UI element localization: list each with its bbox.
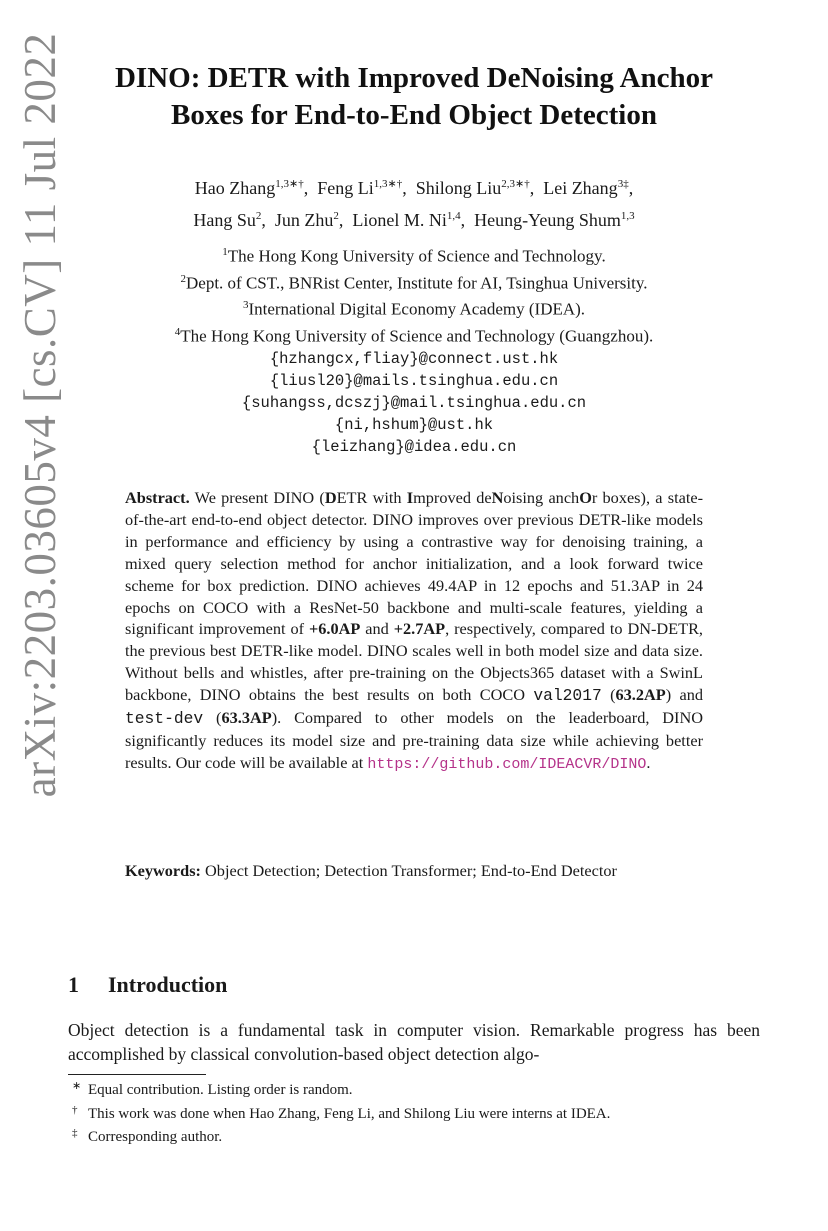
footnote-mark: † bbox=[72, 1103, 78, 1116]
abstract-bold-letter: I bbox=[406, 488, 414, 507]
email-3: {suhangss,dcszj}@mail.tsinghua.edu.cn bbox=[241, 393, 587, 412]
author-name: Lei Zhang bbox=[543, 178, 618, 198]
author-name: Shilong Liu bbox=[415, 178, 502, 198]
affiliations bbox=[70, 241, 758, 458]
footnote-3 bbox=[68, 1127, 760, 1148]
section-title: Introduction bbox=[108, 972, 228, 997]
abstract-bold-number: 63.2AP bbox=[615, 685, 666, 705]
author-affil-mark: 2 bbox=[255, 210, 262, 222]
footnote-text: Corresponding author. bbox=[88, 1129, 223, 1145]
arxiv-sidebar bbox=[8, 32, 72, 798]
abstract-text: ) and bbox=[665, 685, 703, 705]
author-name: Jun Zhu bbox=[274, 210, 334, 230]
affiliation-2 bbox=[70, 268, 758, 295]
abstract-bold-letter: N bbox=[491, 488, 504, 507]
author-affil-mark: 1,3 bbox=[620, 210, 635, 222]
affiliation-mark: 1 bbox=[222, 246, 228, 258]
affiliation-text: Dept. of CST., BNRist Center, Institute for AI, Tsinghua University. bbox=[186, 273, 648, 293]
abstract-bold-letter: O bbox=[579, 488, 592, 507]
abstract-text: We present DINO ( bbox=[194, 488, 325, 507]
affiliation-text: The Hong Kong University of Science and Technology (Guangzhou). bbox=[180, 326, 654, 346]
author-list bbox=[70, 170, 758, 234]
footnote-2 bbox=[68, 1104, 760, 1125]
footnote-text: Equal contribution. Listing order is random. bbox=[88, 1082, 353, 1098]
abstract-text: mproved de bbox=[413, 488, 492, 507]
affiliation-mark: 4 bbox=[174, 325, 181, 338]
author-affil-mark: 2 bbox=[333, 210, 339, 222]
code-link[interactable]: https://github.com/IDEACVR/DINO bbox=[367, 755, 647, 773]
intro-paragraph: Object detection is a fundamental task in computer vision. Remarkable progress has been accomplished by classical convolution-based object detection algo- bbox=[68, 1020, 760, 1064]
affiliation-text: The Hong Kong University of Science and Technology. bbox=[227, 246, 606, 266]
abstract-bold-number: 63.3AP bbox=[221, 708, 272, 728]
author-affil-mark: 1,3∗† bbox=[373, 178, 403, 190]
section-heading bbox=[68, 972, 227, 998]
author-affil-mark: 1,4 bbox=[446, 210, 461, 222]
affiliation-mark: 2 bbox=[180, 272, 186, 285]
email-2: {liusl20}@mails.tsinghua.edu.cn bbox=[269, 371, 559, 390]
abstract-text: . bbox=[646, 752, 651, 772]
author-name: Hang Su bbox=[193, 210, 256, 230]
author-line-2: Hang Su$^2$, Jun Zhu$^2$, Lionel M. Ni$^{1,4}$, Heung-Yeung Shum$^{1,3}$ bbox=[193, 210, 635, 230]
abstract-bold-letter: D bbox=[324, 488, 337, 507]
email-5: {leizhang}@idea.edu.cn bbox=[311, 437, 517, 456]
footnote-1 bbox=[68, 1080, 760, 1101]
email-1: {hzhangcx,fliay}@connect.ust.hk bbox=[269, 349, 559, 368]
abstract-text: , respectively, compared to DN-DETR, the previous best DETR-like model. DINO scales well in both model size and data size. Without bells and whistles, after pre-training on the Objects365 dataset with a SwinL backbone, DINO obtains the best results on both COCO bbox=[125, 619, 703, 705]
author-name: Lionel M. Ni bbox=[352, 210, 447, 230]
section-number: 1 bbox=[68, 972, 79, 997]
affiliation-4 bbox=[70, 321, 758, 348]
author-affil-mark: 2,3∗† bbox=[501, 178, 530, 190]
abstract-label: Abstract. bbox=[125, 488, 190, 507]
affiliation-mark: 3 bbox=[242, 299, 249, 312]
author-name: Hao Zhang bbox=[194, 178, 276, 198]
email-4: {ni,hshum}@ust.hk bbox=[334, 415, 494, 434]
abstract-code: test-dev bbox=[125, 709, 204, 729]
title-line-2: Boxes for End-to-End Object Detection bbox=[171, 99, 657, 131]
paper-title bbox=[60, 60, 768, 134]
author-name: Heung-Yeung Shum bbox=[474, 210, 621, 230]
abstract-text: oising anch bbox=[503, 488, 580, 507]
author-affil-mark: 3‡ bbox=[617, 178, 629, 190]
author-name: Feng Li bbox=[317, 178, 374, 198]
abstract-text: ( bbox=[601, 685, 616, 705]
abstract-code: val2017 bbox=[533, 686, 602, 706]
footnote-mark: ∗ bbox=[72, 1080, 82, 1092]
abstract-bold-number: +6.0AP bbox=[308, 619, 361, 639]
abstract bbox=[125, 487, 703, 776]
author-line-1: Hao Zhang$^{1,3∗\dagger}$, Feng $Li^{1,3∗\dagger}$, Shilong Liu$^{2,3∗\dagger}$, Lei Zhang$^{3\ddagger}$, bbox=[194, 178, 634, 198]
title-line-1: DINO: DETR with Improved DeNoising Anchor bbox=[114, 62, 714, 94]
abstract-text: ( bbox=[203, 708, 222, 728]
affiliation-1 bbox=[70, 241, 758, 268]
abstract-text: and bbox=[360, 619, 394, 639]
affiliation-3 bbox=[70, 294, 758, 321]
footnote-mark: ‡ bbox=[72, 1127, 78, 1139]
abstract-bold-number: +2.7AP bbox=[393, 619, 446, 639]
keywords-label: Keywords: bbox=[125, 861, 201, 880]
arxiv-identifier: arXiv:2203.03605v4 [cs.CV] 11 Jul 2022 bbox=[15, 32, 65, 798]
keywords bbox=[125, 860, 703, 882]
footnote-rule bbox=[68, 1074, 206, 1075]
abstract-text: ). Compared to other models on the leaderboard, DINO significantly reduces its model size and pre-training data size while achieving better results. Our code will be available at bbox=[125, 708, 703, 772]
abstract-text: r boxes), a state-of-the-art end-to-end object detector. DINO improves over previous DETR-like models in performance and efficiency by using a contrastive way for denoising training, a mixed query selection method for anchor initialization, and a look forward twice scheme for box prediction. DINO achieves 49.4AP in 12 epochs and 51.3AP in 24 epochs on COCO with a ResNet-50 backbone and multi-scale features, yielding a significant improvement of bbox=[125, 488, 704, 639]
footnote-text: This work was done when Hao Zhang, Feng Li, and Shilong Liu were interns at IDEA. bbox=[88, 1105, 611, 1122]
author-affil-mark: 1,3∗† bbox=[275, 178, 304, 190]
footnotes bbox=[68, 1080, 760, 1151]
abstract-text: ETR with bbox=[336, 488, 407, 507]
keywords-text: Object Detection; Detection Transformer; End-to-End Detector bbox=[205, 861, 617, 880]
affiliation-text: International Digital Economy Academy (IDEA). bbox=[248, 299, 586, 319]
